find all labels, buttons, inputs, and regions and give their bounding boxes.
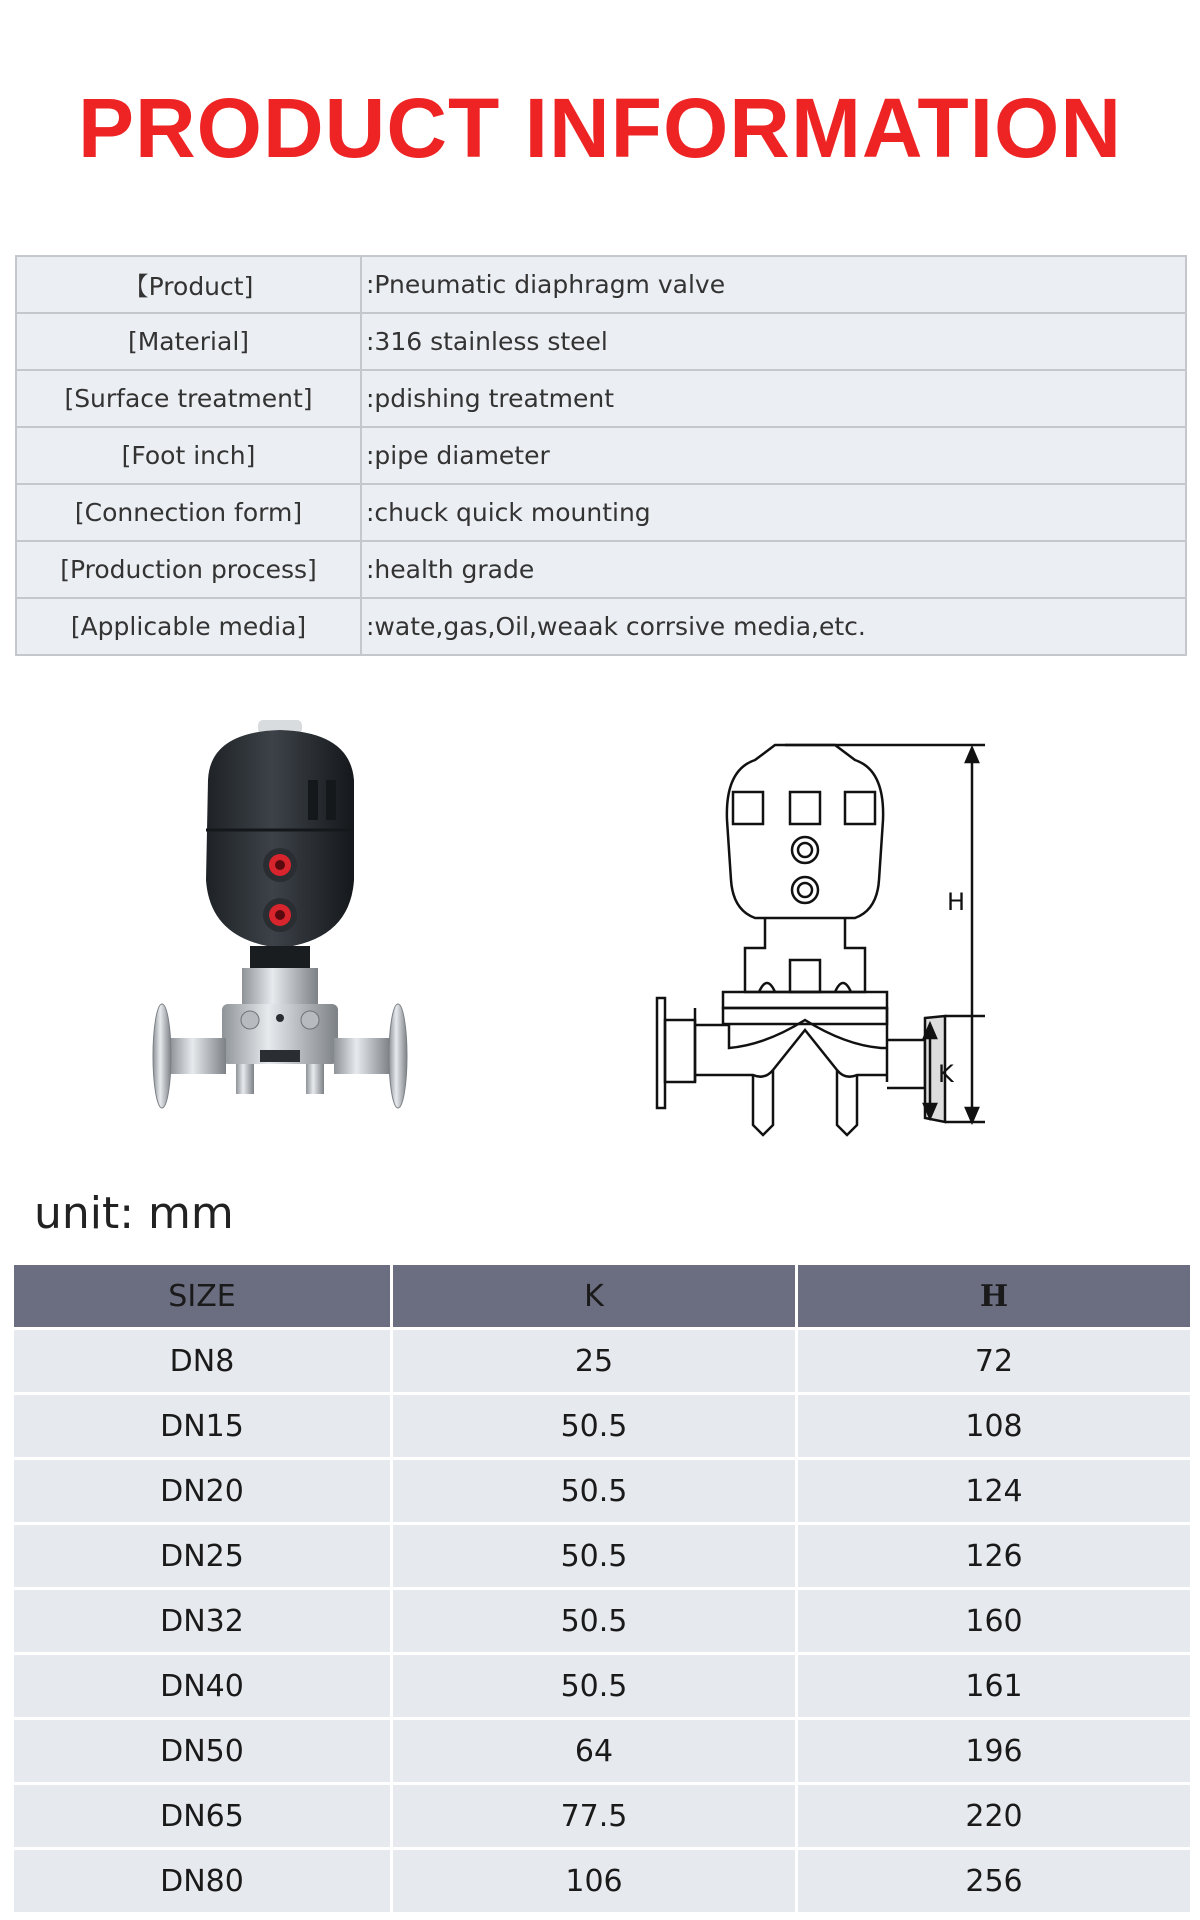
info-row-production-process xyxy=(16,541,1186,598)
info-row-foot-inch xyxy=(16,427,1186,484)
size-cell: DN80 xyxy=(14,1849,392,1914)
k-cell: 106 xyxy=(392,1849,797,1914)
h-cell: 160 xyxy=(797,1589,1191,1654)
size-cell: DN65 xyxy=(14,1784,392,1849)
k-cell: 64 xyxy=(392,1719,797,1784)
valve-dimension-drawing xyxy=(655,730,1055,1150)
info-value: :316 stainless steel xyxy=(361,313,1186,370)
info-row-product xyxy=(16,256,1186,313)
k-cell: 25 xyxy=(392,1329,797,1394)
h-cell: 126 xyxy=(797,1524,1191,1589)
table-row xyxy=(14,1654,1190,1719)
unit-label: unit: mm xyxy=(34,1188,234,1239)
size-cell: DN15 xyxy=(14,1394,392,1459)
dimension-k-label: K xyxy=(938,1060,954,1088)
info-value: :wate,gas,Oil,weaak corrsive media,etc. xyxy=(361,598,1186,655)
k-cell: 50.5 xyxy=(392,1524,797,1589)
table-row xyxy=(14,1589,1190,1654)
header-k: K xyxy=(392,1265,797,1329)
h-cell: 161 xyxy=(797,1654,1191,1719)
info-label: [Surface treatment] xyxy=(16,370,361,427)
h-cell: 108 xyxy=(797,1394,1191,1459)
info-row-material xyxy=(16,313,1186,370)
table-row xyxy=(14,1849,1190,1914)
h-cell: 220 xyxy=(797,1784,1191,1849)
table-row xyxy=(14,1719,1190,1784)
size-cell: DN8 xyxy=(14,1329,392,1394)
valve-product-photo xyxy=(150,720,410,1170)
header-size: SIZE xyxy=(14,1265,392,1329)
table-row xyxy=(14,1459,1190,1524)
size-cell: DN25 xyxy=(14,1524,392,1589)
info-label: 【Product] xyxy=(16,256,361,313)
size-cell: DN20 xyxy=(14,1459,392,1524)
info-label: [Foot inch] xyxy=(16,427,361,484)
h-cell: 72 xyxy=(797,1329,1191,1394)
k-cell: 77.5 xyxy=(392,1784,797,1849)
h-cell: 196 xyxy=(797,1719,1191,1784)
info-label: [Connection form] xyxy=(16,484,361,541)
info-row-surface-treatment xyxy=(16,370,1186,427)
size-cell: DN40 xyxy=(14,1654,392,1719)
page-title: PRODUCT INFORMATION xyxy=(77,81,1123,175)
table-row xyxy=(14,1394,1190,1459)
table-row xyxy=(14,1329,1190,1394)
info-value: :chuck quick mounting xyxy=(361,484,1186,541)
info-value: :pipe diameter xyxy=(361,427,1186,484)
h-cell: 256 xyxy=(797,1849,1191,1914)
k-cell: 50.5 xyxy=(392,1459,797,1524)
h-cell: 124 xyxy=(797,1459,1191,1524)
info-label: [Material] xyxy=(16,313,361,370)
info-row-applicable-media xyxy=(16,598,1186,655)
info-value: :pdishing treatment xyxy=(361,370,1186,427)
size-table-header xyxy=(14,1265,1190,1329)
size-cell: DN50 xyxy=(14,1719,392,1784)
k-cell: 50.5 xyxy=(392,1394,797,1459)
size-cell: DN32 xyxy=(14,1589,392,1654)
info-label: [Production process] xyxy=(16,541,361,598)
info-row-connection-form xyxy=(16,484,1186,541)
info-value: :health grade xyxy=(361,541,1186,598)
table-row xyxy=(14,1784,1190,1849)
info-value: :Pneumatic diaphragm valve xyxy=(361,256,1186,313)
k-cell: 50.5 xyxy=(392,1654,797,1719)
product-info-table xyxy=(15,255,1187,656)
k-cell: 50.5 xyxy=(392,1589,797,1654)
header-h: H xyxy=(797,1265,1191,1329)
size-table xyxy=(14,1265,1190,1915)
table-row xyxy=(14,1524,1190,1589)
info-label: [Applicable media] xyxy=(16,598,361,655)
dimension-h-label: H xyxy=(947,888,966,916)
